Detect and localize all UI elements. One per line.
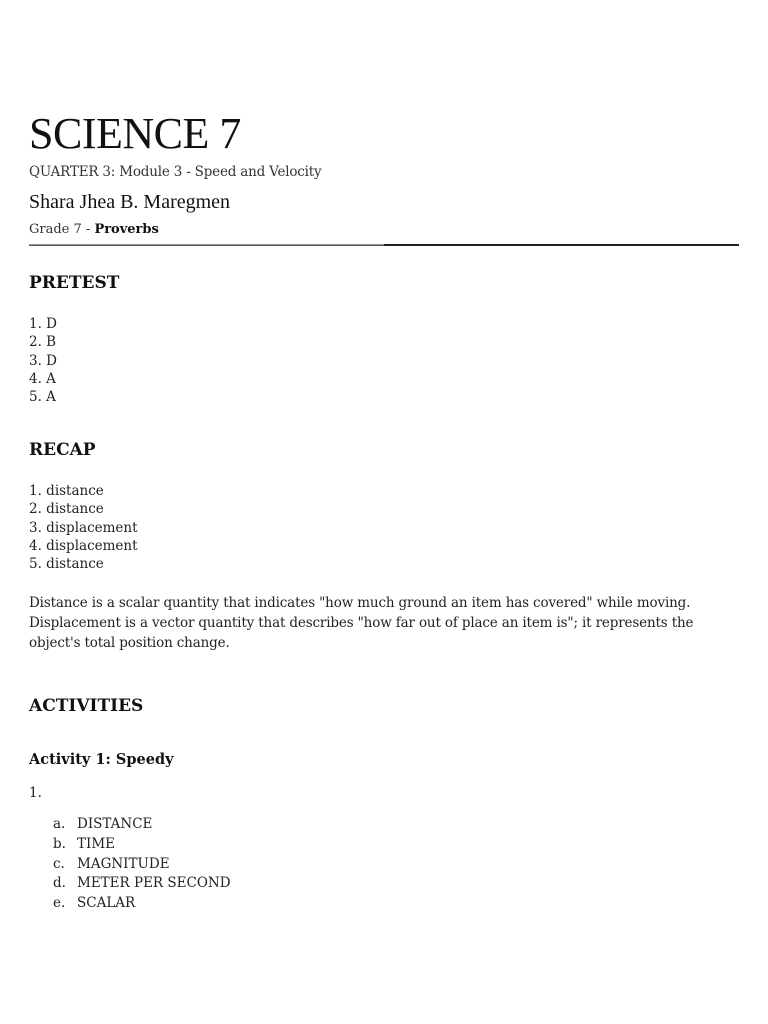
item-letter: b. [53, 835, 66, 852]
activity-1-answers [53, 815, 231, 914]
list-item: 3. D [29, 352, 57, 369]
question-number: 1. [29, 785, 42, 801]
author-name: Shara Jhea B. Maregmen [29, 191, 231, 213]
item-text: MAGNITUDE [77, 855, 170, 872]
item-text: TIME [77, 835, 116, 852]
pretest-heading: PRETEST [29, 273, 120, 293]
list-item: 2. B [29, 334, 57, 351]
list-item: 5. A [29, 389, 56, 406]
document-subtitle: QUARTER 3: Module 3 - Speed and Velocity [29, 164, 322, 180]
header-divider [29, 244, 739, 246]
grade-line [29, 221, 159, 239]
list-item [53, 855, 231, 875]
item-text: METER PER SECOND [77, 875, 231, 892]
list-item: 5. distance [29, 556, 104, 573]
list-item: 1. distance [29, 483, 104, 499]
item-text: SCALAR [77, 895, 136, 912]
item-letter: d. [53, 875, 66, 892]
list-item [53, 815, 231, 835]
list-item [53, 835, 231, 855]
item-letter: a. [53, 816, 66, 832]
pretest-answers [29, 315, 57, 406]
list-item [53, 874, 231, 894]
recap-paragraph: Distance is a scalar quantity that indicates "how much ground an item has covered" while moving. Displacement is a vector quantity that describes "how far out of place an item is"; it represents the object's total position change. [29, 595, 694, 651]
list-item: 2. distance [29, 501, 104, 518]
grade-label: Grade 7 - [29, 222, 95, 237]
recap-answers [29, 482, 138, 573]
item-letter: e. [53, 895, 66, 912]
document-title: SCIENCE 7 [29, 109, 241, 158]
list-item: 1. D [29, 316, 57, 332]
recap-heading: RECAP [29, 440, 96, 460]
list-item [53, 894, 231, 914]
item-text: DISTANCE [77, 816, 153, 832]
list-item: 4. displacement [29, 537, 138, 554]
section-name: Proverbs [94, 222, 159, 237]
list-item: 3. displacement [29, 519, 138, 536]
activities-heading: ACTIVITIES [29, 696, 144, 716]
list-item: 4. A [29, 370, 56, 387]
item-letter: c. [53, 855, 65, 872]
activity-1-title: Activity 1: Speedy [29, 751, 174, 768]
